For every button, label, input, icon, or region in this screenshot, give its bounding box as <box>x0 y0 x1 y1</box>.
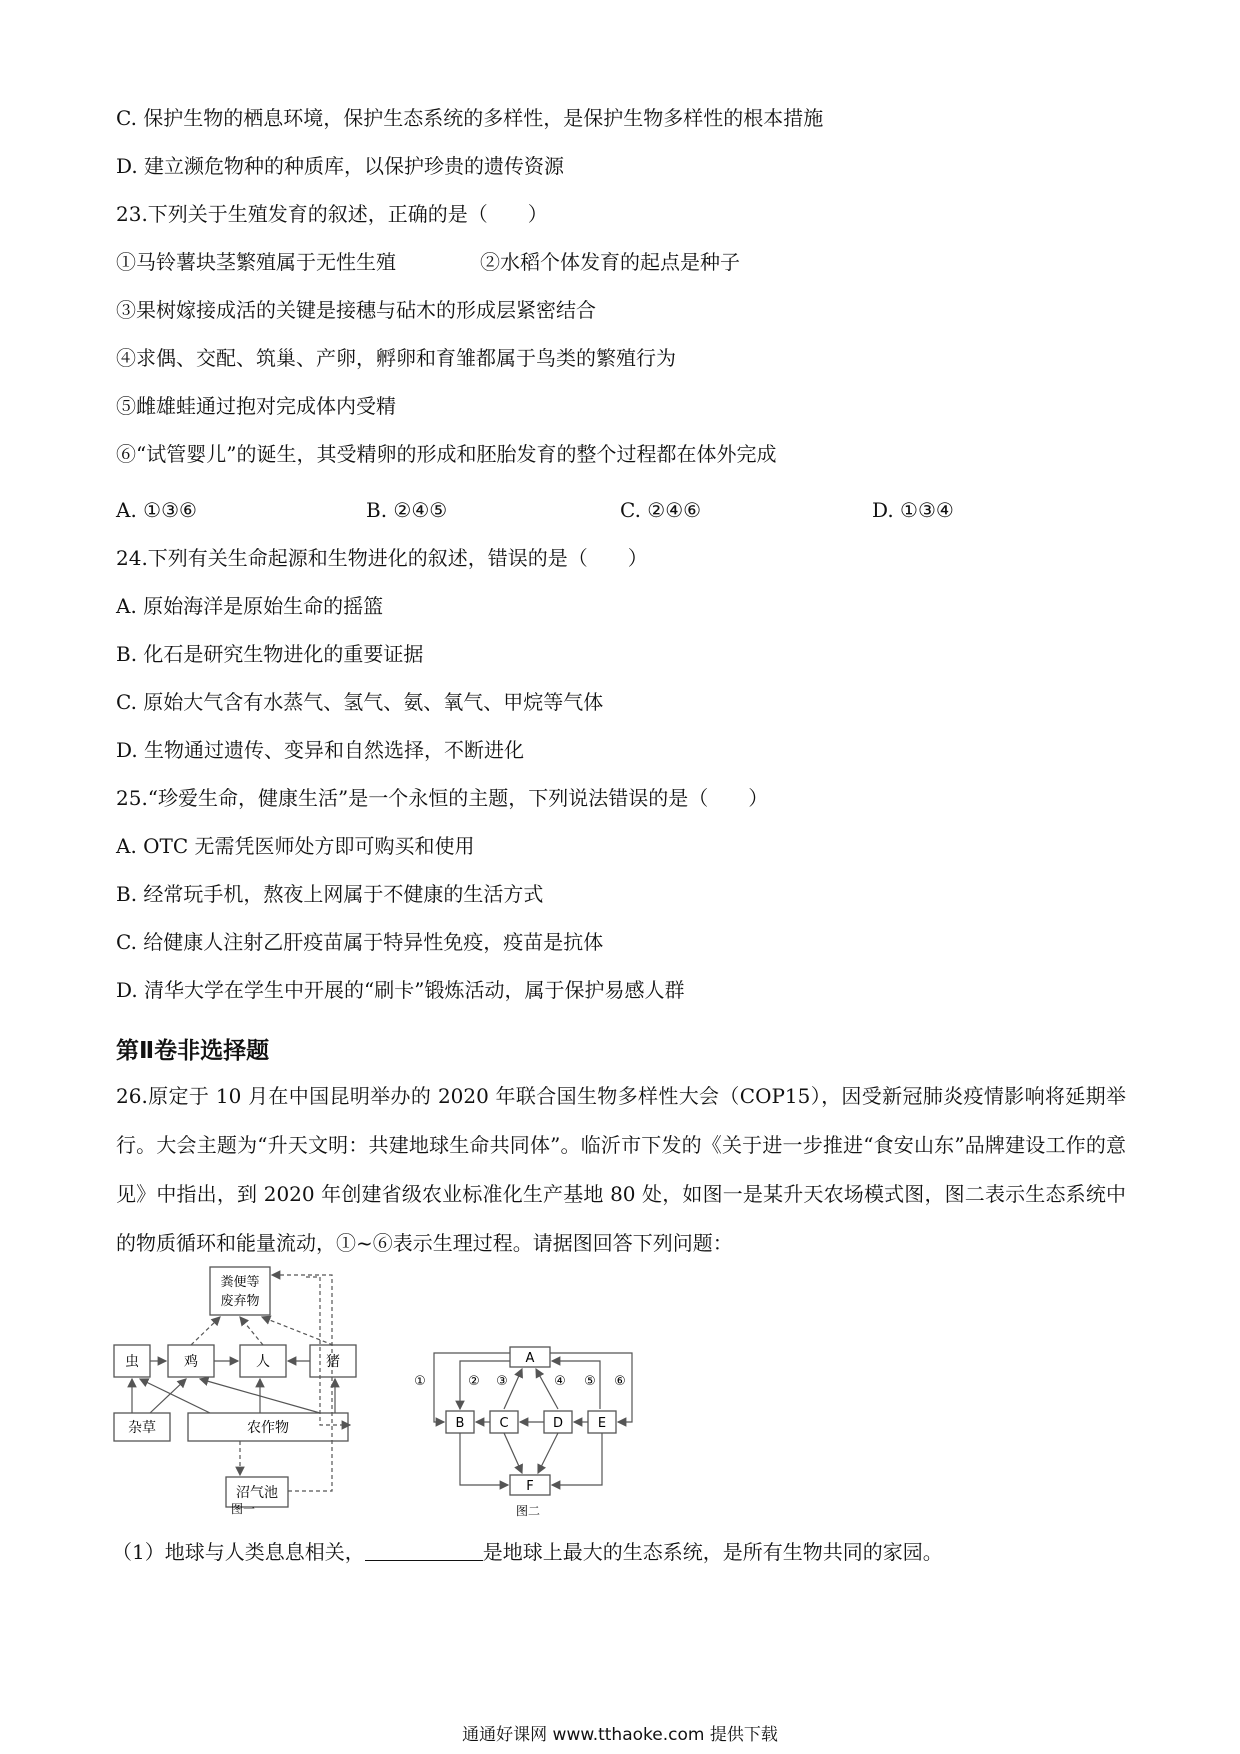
q24-option-b: B. 化石是研究生物进化的重要证据 <box>116 642 424 666</box>
fig1-label-waste-2: 废弃物 <box>220 1294 260 1309</box>
q23-stem: 23.下列关于生殖发育的叙述，正确的是（ ） <box>116 202 548 226</box>
q24-option-c: C. 原始大气含有水蒸气、氢气、氨、氧气、甲烷等气体 <box>116 690 604 714</box>
fig1-label-chicken: 鸡 <box>184 1354 198 1370</box>
fig2-label-f: F <box>526 1479 534 1494</box>
q25-option-b: B. 经常玩手机，熬夜上网属于不健康的生活方式 <box>116 882 544 906</box>
fig2-label-d: D <box>552 1416 564 1431</box>
q23-option-a: A. ①③⑥ <box>116 498 197 522</box>
q25-option-c: C. 给健康人注射乙肝疫苗属于特异性免疫，疫苗是抗体 <box>116 930 604 954</box>
q24-stem: 24.下列有关生命起源和生物进化的叙述，错误的是（ ） <box>116 546 648 570</box>
fig1-label-pig: 猪 <box>326 1354 340 1370</box>
page-footer: 通通好课网 www.tthaoke.com 提供下载 <box>462 1725 778 1745</box>
q24-option-a: A. 原始海洋是原始生命的摇篮 <box>116 594 384 618</box>
fig2-label-b: B <box>455 1416 465 1431</box>
q23-statement-3: ③果树嫁接成活的关键是接穗与砧木的形成层紧密结合 <box>116 298 596 322</box>
fig1-caption: 图一 <box>230 1502 256 1515</box>
q26-sub-question-1 <box>112 1538 943 1566</box>
fig1-label-insect: 虫 <box>125 1354 139 1370</box>
fig2-label-c: C <box>499 1416 509 1431</box>
q23-option-d: D. ①③④ <box>872 498 954 522</box>
q23-statement-4: ④求偶、交配、筑巢、产卵，孵卵和育雏都属于鸟类的繁殖行为 <box>116 346 676 370</box>
q24-option-d: D. 生物通过遗传、变异和自然选择，不断进化 <box>116 738 525 762</box>
fig1-label-waste-1: 粪便等 <box>220 1275 260 1290</box>
fig2-label-e: E <box>597 1416 607 1431</box>
q25-stem: 25.“珍爱生命，健康生活”是一个永恒的主题，下列说法错误的是（ ） <box>116 786 769 810</box>
fig2-process-2: ② <box>468 1374 480 1389</box>
q26-sub1-answer-blank[interactable] <box>365 1538 483 1561</box>
q23-option-b: B. ②④⑤ <box>366 498 448 522</box>
fig2-process-4: ④ <box>554 1374 566 1389</box>
q22-option-d: D. 建立濒危物种的种质库，以保护珍贵的遗传资源 <box>116 154 565 178</box>
q26-stem: 26.原定于 10 月在中国昆明举办的 2020 年联合国生物多样性大会（COP15），因受新冠肺炎疫情影响将延期举行。大会主题为“升天文明：共建地球生命共同体”。临沂市下发的《关于进一步推进“食安山东”品牌建设工作的意见》中指出，到 2020 年创建省级农业标准化生产基地 80 处，如图一是某升天农场模式图，图二表示生态系统中的物质循环和能量流动，①~⑥表示生理过程。请据图回答下列问题： <box>116 1084 1126 1255</box>
fig2-caption: 图二 <box>515 1504 541 1518</box>
q22-option-c: C. 保护生物的栖息环境，保护生态系统的多样性，是保护生物多样性的根本措施 <box>116 106 824 130</box>
q23-statement-1: ①马铃薯块茎繁殖属于无性生殖 <box>116 250 396 274</box>
q25-option-d: D. 清华大学在学生中开展的“刷卡”锻炼活动，属于保护易感人群 <box>116 978 685 1002</box>
figure-1-farm-diagram <box>110 1265 400 1515</box>
fig1-label-human: 人 <box>256 1354 270 1370</box>
fig2-process-3: ③ <box>496 1374 508 1389</box>
q26-sub1-text-before: （1）地球与人类息息相关， <box>112 1540 365 1564</box>
q23-statement-2: ②水稻个体发育的起点是种子 <box>480 250 740 274</box>
fig2-process-1: ① <box>414 1374 426 1389</box>
fig1-label-crops: 农作物 <box>247 1420 289 1436</box>
q23-statement-5: ⑤雌雄蛙通过抱对完成体内受精 <box>116 394 396 418</box>
q23-option-c: C. ②④⑥ <box>620 498 702 522</box>
q23-statement-6: ⑥“试管婴儿”的诞生，其受精卵的形成和胚胎发育的整个过程都在体外完成 <box>116 442 777 466</box>
figure-2-cycle-diagram <box>410 1345 640 1520</box>
fig2-process-6: ⑥ <box>614 1374 626 1389</box>
q26-sub1-text-after: 是地球上最大的生态系统，是所有生物共同的家园。 <box>482 1540 943 1564</box>
fig2-label-a: A <box>525 1351 535 1366</box>
fig2-process-5: ⑤ <box>584 1374 596 1389</box>
fig1-label-weeds: 杂草 <box>128 1420 156 1436</box>
q25-option-a: A. OTC 无需凭医师处方即可购买和使用 <box>116 834 475 858</box>
fig1-label-biogas: 沼气池 <box>236 1485 278 1501</box>
section-title: 第Ⅱ卷非选择题 <box>116 1038 270 1064</box>
